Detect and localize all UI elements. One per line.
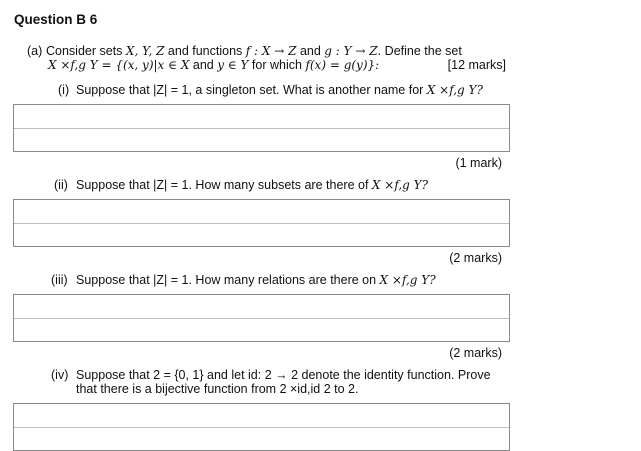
sub-i-label: (i) [58,83,70,97]
part-a-intro-line1 [46,44,462,58]
sub-ii-label: (ii) [54,178,68,192]
answer-box-iv[interactable] [13,403,510,451]
answer-box-ii[interactable] [13,199,510,247]
sub-iii-label: (iii) [51,273,68,287]
answer-line [14,128,509,129]
sub-iv-label: (iv) [51,368,69,382]
part-a-intro-line2 [48,58,379,72]
set-lhs: X ×f,g Y = {(x, y)|x ∈ X [48,58,190,72]
sub-ii-question [76,178,428,192]
part-a-total-marks: [12 marks] [447,58,506,72]
sub-ii-math: X ×f,g Y? [371,178,428,192]
sub-iii-marks: (2 marks) [449,346,502,360]
sub-i-text: Suppose that |Z| = 1, a singleton set. What is another name for [76,83,424,97]
set-y: y ∈ Y [217,58,249,72]
set-cond: f(x) = g(y)}: [305,58,380,72]
sub-ii-marks: (2 marks) [449,251,502,265]
intro-and2: and [299,44,321,58]
sub-ii-text: Suppose that |Z| = 1. How many subsets are there of [76,178,369,192]
intro-text: Consider sets [46,44,123,58]
sub-i-math: X ×f,g Y? [426,83,483,97]
answer-line [14,318,509,319]
answer-line [14,223,509,224]
intro-and: and functions [167,44,243,58]
intro-sets: X, Y, Z [125,44,165,58]
sub-iv-line2: that there is a bijective function from 2 ×id,id 2 to 2. [76,382,359,396]
sub-iv-line1: Suppose that 2 = {0, 1} and let id: 2 → 2 denote the identity function. Prove [76,368,491,382]
set-and: and [192,58,214,72]
sub-iii-question [76,273,436,287]
sub-iii-text: Suppose that |Z| = 1. How many relations are there on [76,273,377,287]
sub-i-marks: (1 mark) [455,156,502,170]
answer-box-iii[interactable] [13,294,510,342]
intro-g: g : Y → Z. [324,44,382,58]
answer-box-i[interactable] [13,104,510,152]
part-a-label: (a) [27,44,43,58]
intro-f: f : X → Z [245,44,297,58]
set-for: for which [251,58,302,72]
question-title: Question B 6 [14,12,98,27]
intro-define: Define the set [384,44,462,58]
sub-i-question [76,83,483,97]
sub-iii-math: X ×f,g Y? [379,273,436,287]
answer-line [14,427,509,428]
